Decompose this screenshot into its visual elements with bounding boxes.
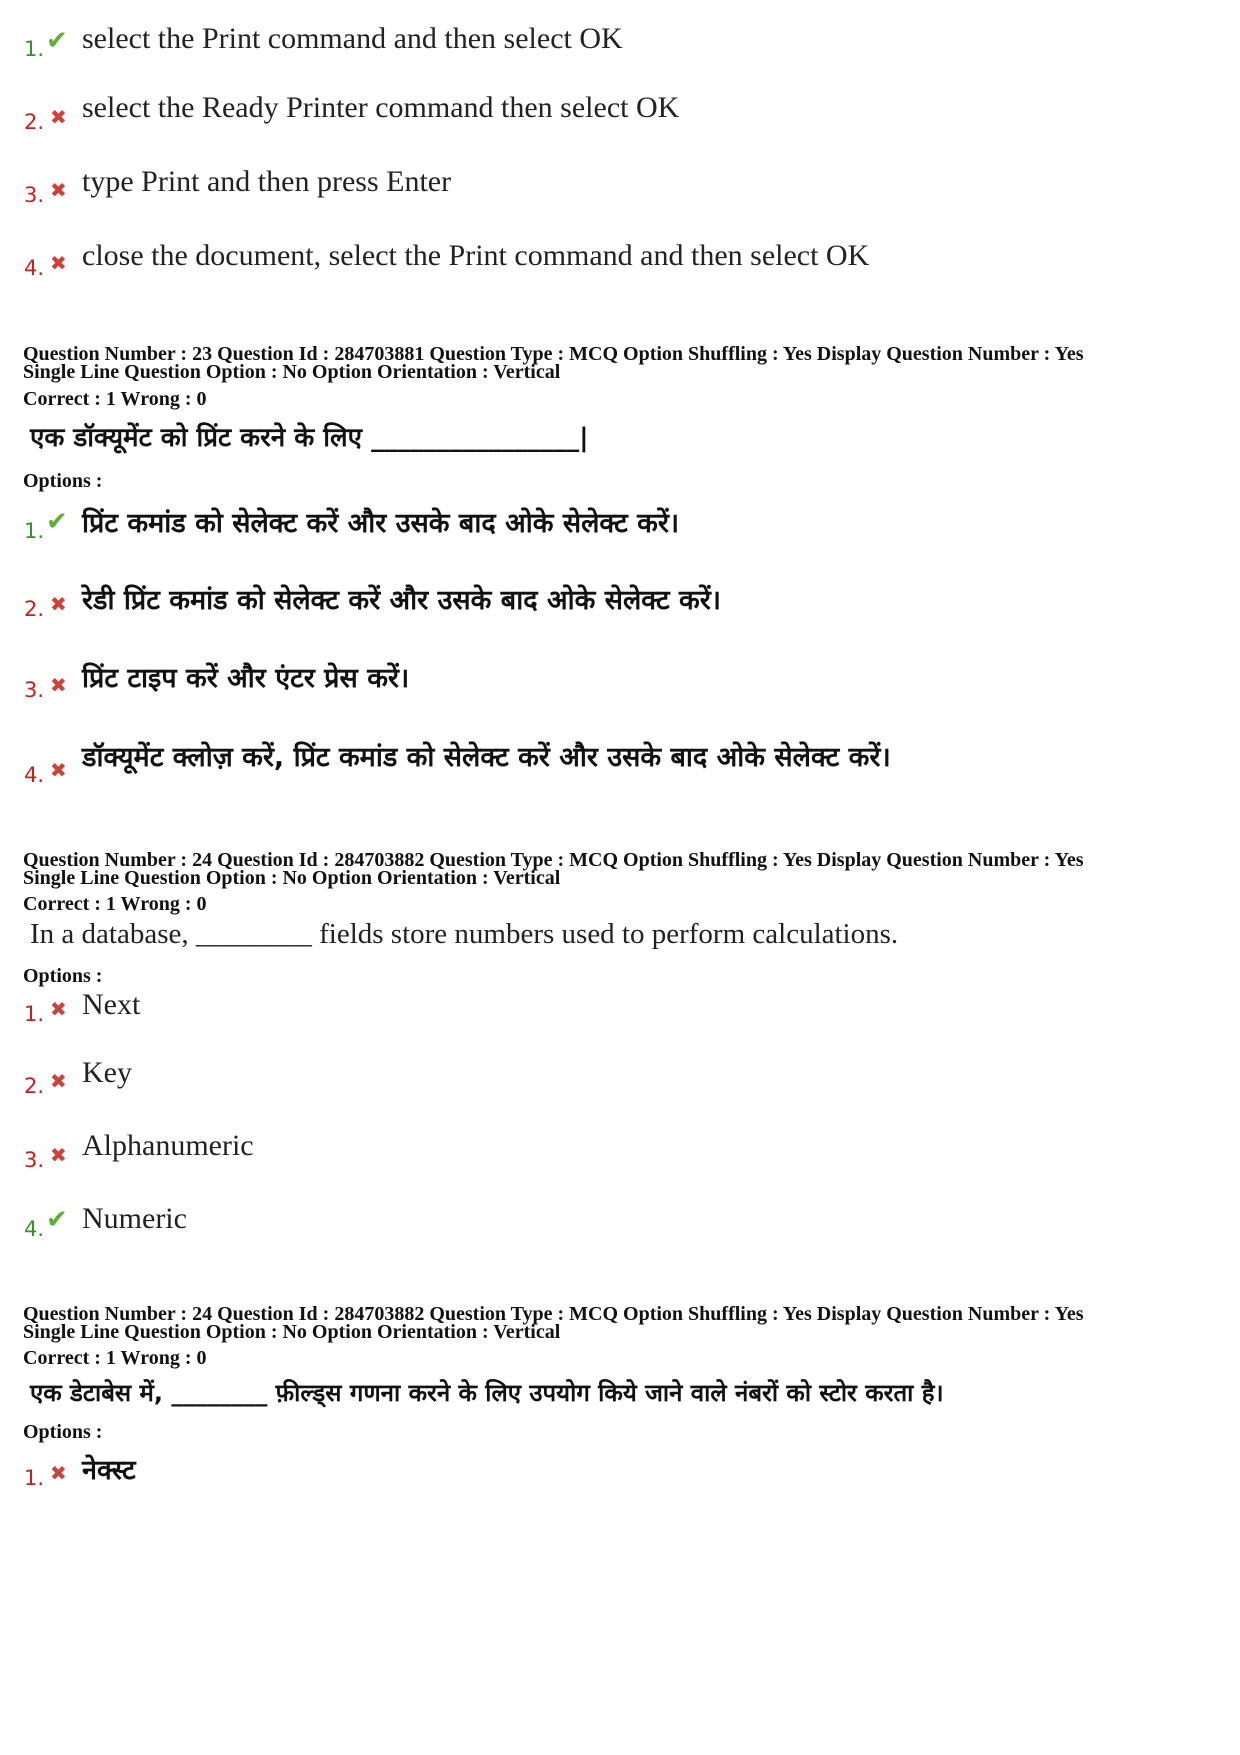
option-number: 2. — [24, 1074, 45, 1098]
option-number: 2. — [24, 597, 45, 621]
question-meta-line2: Single Line Question Option : No Option Orientation : Vertical — [23, 867, 561, 889]
wrong-cross-icon: ✖ — [50, 105, 67, 129]
option-text: प्रिंट कमांड को सेलेक्ट करें और उसके बाद ओके सेलेक्ट करें। — [82, 508, 680, 539]
option-text: रेडी प्रिंट कमांड को सेलेक्ट करें और उसके बाद ओके सेलेक्ट करें। — [82, 585, 721, 616]
option-number: 3. — [24, 1148, 45, 1172]
question-meta-line1: Question Number : 24 Question Id : 284703882 Question Type : MCQ Option Shuffling : Yes Display Question Number : Yes — [23, 1303, 1084, 1325]
question-meta-line2: Single Line Question Option : No Option Orientation : Vertical — [23, 361, 561, 383]
option-text: डॉक्यूमेंट क्लोज़ करें, प्रिंट कमांड को सेलेक्ट करें और उसके बाद ओके सेलेक्ट करें। — [82, 742, 891, 773]
question-meta-line2: Single Line Question Option : No Option Orientation : Vertical — [23, 1321, 561, 1343]
option-number: 4. — [24, 1217, 45, 1241]
wrong-cross-icon: ✖ — [50, 178, 67, 202]
option-text: select the Ready Printer command then select OK — [82, 91, 680, 124]
question-text: एक डॉक्यूमेंट को प्रिंट करने के लिए ________________| — [30, 423, 589, 453]
option-number: 1. — [24, 519, 45, 543]
option-text: प्रिंट टाइप करें और एंटर प्रेस करें। — [82, 663, 410, 694]
wrong-cross-icon: ✖ — [50, 1461, 67, 1485]
question-score: Correct : 1 Wrong : 0 — [23, 893, 207, 915]
option-text: नेक्स्ट — [82, 1455, 136, 1486]
question-meta-line1: Question Number : 24 Question Id : 284703882 Question Type : MCQ Option Shuffling : Yes Display Question Number : Yes — [23, 849, 1084, 871]
wrong-cross-icon: ✖ — [50, 758, 67, 782]
wrong-cross-icon: ✖ — [50, 251, 67, 275]
option-text: Next — [82, 988, 141, 1021]
correct-check-icon: ✔ — [46, 1205, 68, 1235]
wrong-cross-icon: ✖ — [50, 592, 67, 616]
option-number: 1. — [24, 1466, 45, 1490]
wrong-cross-icon: ✖ — [50, 1069, 67, 1093]
option-number: 1. — [24, 1002, 45, 1026]
question-meta-line1: Question Number : 23 Question Id : 284703881 Question Type : MCQ Option Shuffling : Yes Display Question Number : Yes — [23, 343, 1084, 365]
options-label: Options : — [23, 1421, 103, 1443]
correct-check-icon: ✔ — [46, 507, 68, 537]
option-number: 3. — [24, 183, 45, 207]
option-text: close the document, select the Print command and then select OK — [82, 239, 870, 272]
options-label: Options : — [23, 470, 103, 492]
option-text: type Print and then press Enter — [82, 165, 452, 198]
question-score: Correct : 1 Wrong : 0 — [23, 1347, 207, 1369]
option-number: 2. — [24, 110, 45, 134]
option-text: Numeric — [82, 1202, 187, 1235]
question-score: Correct : 1 Wrong : 0 — [23, 388, 207, 410]
wrong-cross-icon: ✖ — [50, 673, 67, 697]
correct-check-icon: ✔ — [46, 26, 68, 56]
option-text: Alphanumeric — [82, 1129, 254, 1162]
question-text: एक डेटाबेस में, ________ फ़ील्ड्स गणना करने के लिए उपयोग किये जाने वाले नंबरों को स्टोर करता है। — [30, 1379, 944, 1407]
wrong-cross-icon: ✖ — [50, 997, 67, 1021]
options-label: Options : — [23, 965, 103, 987]
option-number: 4. — [24, 763, 45, 787]
option-number: 1. — [24, 37, 45, 61]
option-number: 3. — [24, 678, 45, 702]
wrong-cross-icon: ✖ — [50, 1143, 67, 1167]
option-text: Key — [82, 1056, 132, 1089]
option-number: 4. — [24, 256, 45, 280]
question-text: In a database, ________ fields store numbers used to perform calculations. — [30, 918, 899, 950]
option-text: select the Print command and then select OK — [82, 22, 623, 55]
